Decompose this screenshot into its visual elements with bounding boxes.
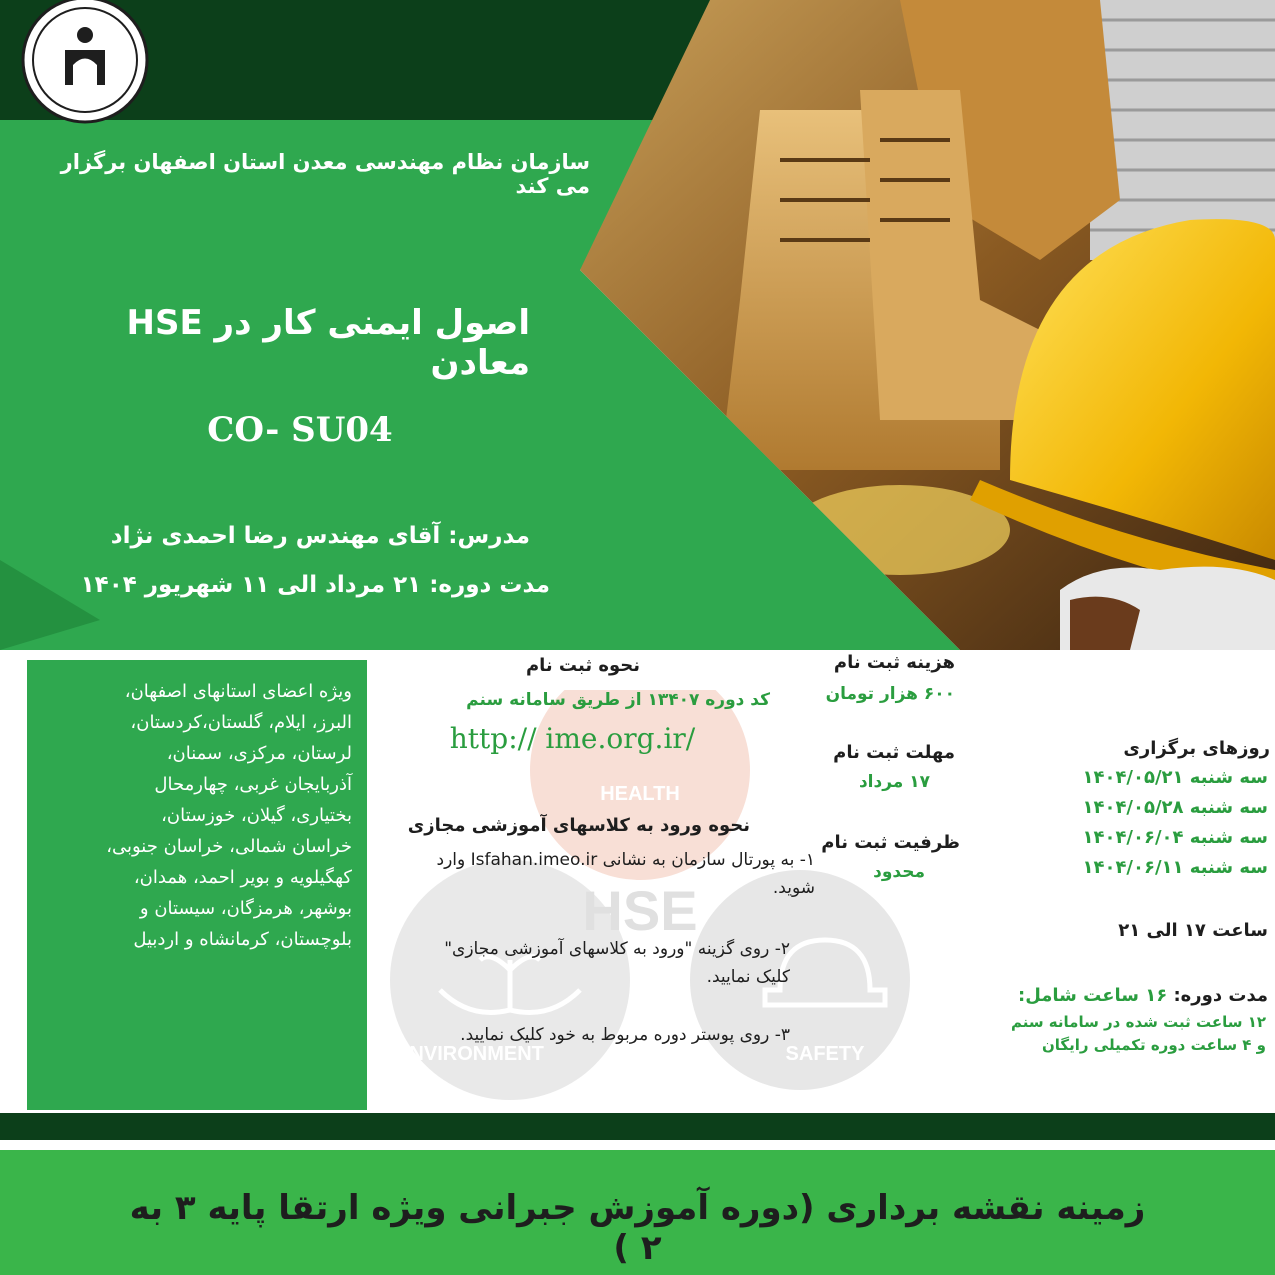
province-line: خراسان شمالی، خراسان جنوبی،	[106, 836, 352, 857]
organizer-line: سازمان نظام مهندسی معدن استان اصفهان برگزار می کند	[60, 150, 590, 198]
virtual-classes-title: نحوه ورود به کلاسهای آموزشی مجازی	[407, 815, 750, 836]
schedule-hours: ساعت ۱۷ الی ۲۱	[1118, 920, 1268, 941]
step-2-line-1: ۲- روی گزینه "ورود به کلاسهای آموزشی مجازی"	[444, 939, 790, 959]
province-line: بلوچستان، کرمانشاه و اردبیل	[133, 929, 352, 950]
course-code: CO- SU04	[207, 410, 393, 450]
course-duration-label: مدت دوره:	[1173, 985, 1268, 1006]
schedule-day: سه شنبه ۱۴۰۴/۰۵/۲۱	[1082, 767, 1268, 788]
schedule-title: روزهای برگزاری	[1123, 738, 1270, 759]
virtual-step-2	[370, 935, 790, 991]
step-1-line-1: ۱- به پورتال سازمان به نشانی Isfahan.imeo.ir وارد	[436, 850, 815, 870]
capacity-value: محدود	[873, 862, 925, 882]
fee-value: ۶۰۰ هزار تومان	[825, 684, 955, 704]
capacity-title: ظرفیت ثبت نام	[821, 832, 960, 853]
eligible-provinces-text	[47, 676, 352, 955]
province-line: لرستان، مرکزی، سمنان،	[166, 743, 352, 764]
province-line: بوشهر، هرمزگان، سیستان و	[139, 898, 352, 919]
course-duration-detail-1: ۱۲ ساعت ثبت شده در سامانه سنم	[1010, 1013, 1266, 1031]
province-line: البرز، ایلام، گلستان،کردستان،	[130, 712, 352, 733]
course-duration-value: ۱۶ ساعت شامل:	[1018, 985, 1174, 1006]
province-line: ویژه اعضای استانهای اصفهان،	[124, 681, 352, 702]
schedule-day: سه شنبه ۱۴۰۴/۰۶/۰۴	[1082, 827, 1268, 848]
registration-url-link[interactable]: http:// ime.org.ir/	[449, 722, 696, 755]
course-title: HSE اصول ایمنی کار در معادن	[126, 303, 530, 383]
health-label: HEALTH	[600, 783, 680, 805]
organization-logo	[23, 0, 147, 122]
schedule-day: سه شنبه ۱۴۰۴/۰۶/۱۱	[1082, 857, 1268, 878]
schedule-day: سه شنبه ۱۴۰۴/۰۵/۲۸	[1082, 797, 1268, 818]
virtual-step-3: ۳- روی پوستر دوره مربوط به خود کلیک نمایید.	[460, 1025, 790, 1045]
step-2-line-2: کلیک نمایید.	[706, 967, 790, 987]
safety-label: SAFETY	[785, 1043, 865, 1065]
step-1-line-2: شوید.	[772, 878, 815, 898]
instructor-line: مدرس: آقای مهندس رضا احمدی نژاد	[110, 523, 530, 549]
registration-code-line: کد دوره ۱۳۴۰۷ از طریق سامانه سنم	[466, 690, 770, 710]
registration-title: نحوه ثبت نام	[525, 655, 640, 676]
environment-label: ENVIRONMENT	[396, 1043, 544, 1065]
eligible-members-box	[27, 660, 367, 1110]
deadline-value: ۱۷ مرداد	[858, 772, 930, 792]
course-duration-detail-2: و ۴ ساعت دوره تکمیلی رایگان	[1041, 1036, 1266, 1054]
course-date-range: مدت دوره: ۲۱ مرداد الی ۱۱ شهریور ۱۴۰۴	[80, 572, 550, 598]
deadline-title: مهلت ثبت نام	[833, 742, 955, 763]
province-line: بختیاری، گیلان، خوزستان،	[161, 805, 352, 826]
virtual-step-1	[370, 846, 815, 902]
footer-subject-text: زمینه نقشه برداری (دوره آموزش جبرانی ویژه ارتقا پایه ۳ به ۲ )	[129, 1188, 1146, 1268]
province-line: کهگیلویه و بویر احمد، همدان،	[133, 867, 352, 888]
province-line: آذربایجان غربی، چهارمحال	[154, 774, 352, 795]
footer-divider	[0, 1113, 1275, 1140]
hse-label: HSE	[582, 879, 698, 942]
fee-title: هزینه ثبت نام	[833, 652, 955, 673]
course-duration-title	[1000, 985, 1268, 1006]
